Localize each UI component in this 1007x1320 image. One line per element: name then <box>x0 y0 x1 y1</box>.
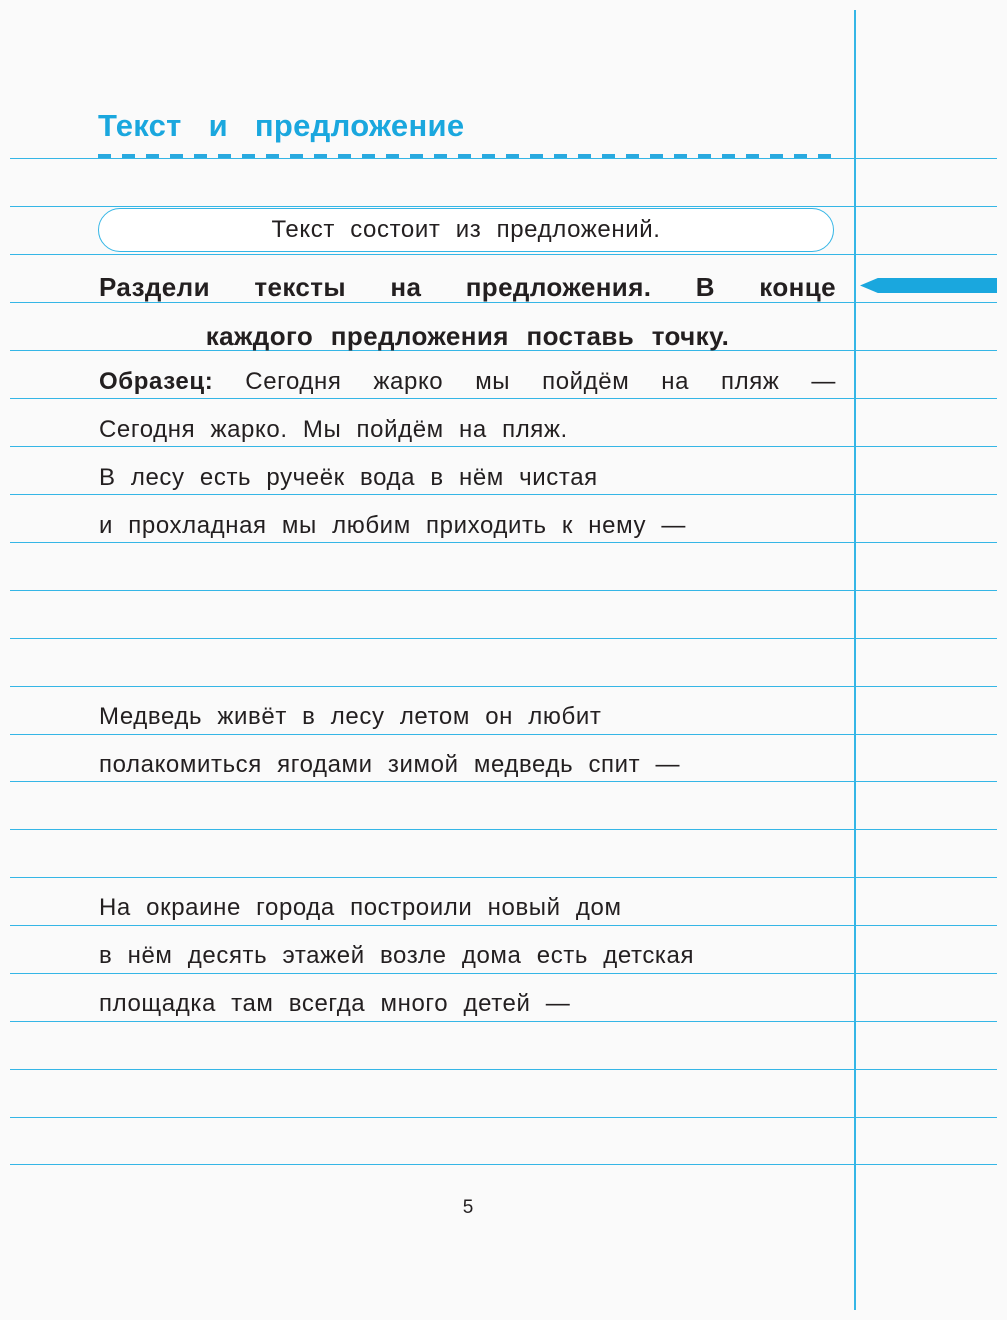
exercise-3-line-2: в нём десять этажей возле дома есть детская <box>99 942 695 969</box>
sample-line-1 <box>99 368 836 396</box>
margin-line <box>854 10 856 1310</box>
title-underline <box>98 154 838 158</box>
ruled-line <box>10 638 997 639</box>
sample-text: Сегодня жарко мы пойдём на пляж — <box>245 368 836 395</box>
rule-box <box>98 208 834 252</box>
ruled-line <box>10 1117 997 1118</box>
ruled-line <box>10 734 997 735</box>
ruled-line <box>10 590 997 591</box>
exercise-2-line-1: Медведь живёт в лесу летом он любит <box>99 703 602 730</box>
ruled-line <box>10 206 997 207</box>
ruled-line <box>10 1164 997 1165</box>
exercise-3-line-3: площадка там всегда много детей — <box>99 990 571 1017</box>
ruled-line <box>10 446 997 447</box>
ruled-line <box>10 686 997 687</box>
rule-text: Текст состоит из предложений. <box>271 216 661 243</box>
ruled-line <box>10 829 997 830</box>
ruled-line <box>10 158 997 159</box>
task-instruction-line-2: каждого предложения поставь точку. <box>205 321 730 351</box>
sample-line-2: Сегодня жарко. Мы пойдём на пляж. <box>99 416 568 443</box>
exercise-1-line-2: и прохладная мы любим приходить к нему — <box>99 512 686 539</box>
page-number: 5 <box>462 1197 474 1218</box>
exercise-2-line-2: полакомиться ягодами зимой медведь спит — <box>99 751 681 778</box>
task-instruction-line-1: Раздели тексты на предложения. В конце <box>99 272 836 302</box>
ruled-line <box>10 494 997 495</box>
ruled-line <box>10 1021 997 1022</box>
ruled-line <box>10 781 997 782</box>
ruled-line <box>10 398 997 399</box>
ruled-line <box>10 542 997 543</box>
exercise-3-line-1: На окраине города построили новый дом <box>99 894 622 921</box>
ruled-line <box>10 1069 997 1070</box>
ruled-line <box>10 877 997 878</box>
pencil-marker-icon <box>860 278 997 293</box>
ruled-line <box>10 973 997 974</box>
exercise-1-line-1: В лесу есть ручеёк вода в нём чистая <box>99 464 598 491</box>
page-title: Текст и предложение <box>98 108 465 143</box>
ruled-line <box>10 254 997 255</box>
sample-label: Образец: <box>99 368 214 395</box>
ruled-line <box>10 925 997 926</box>
